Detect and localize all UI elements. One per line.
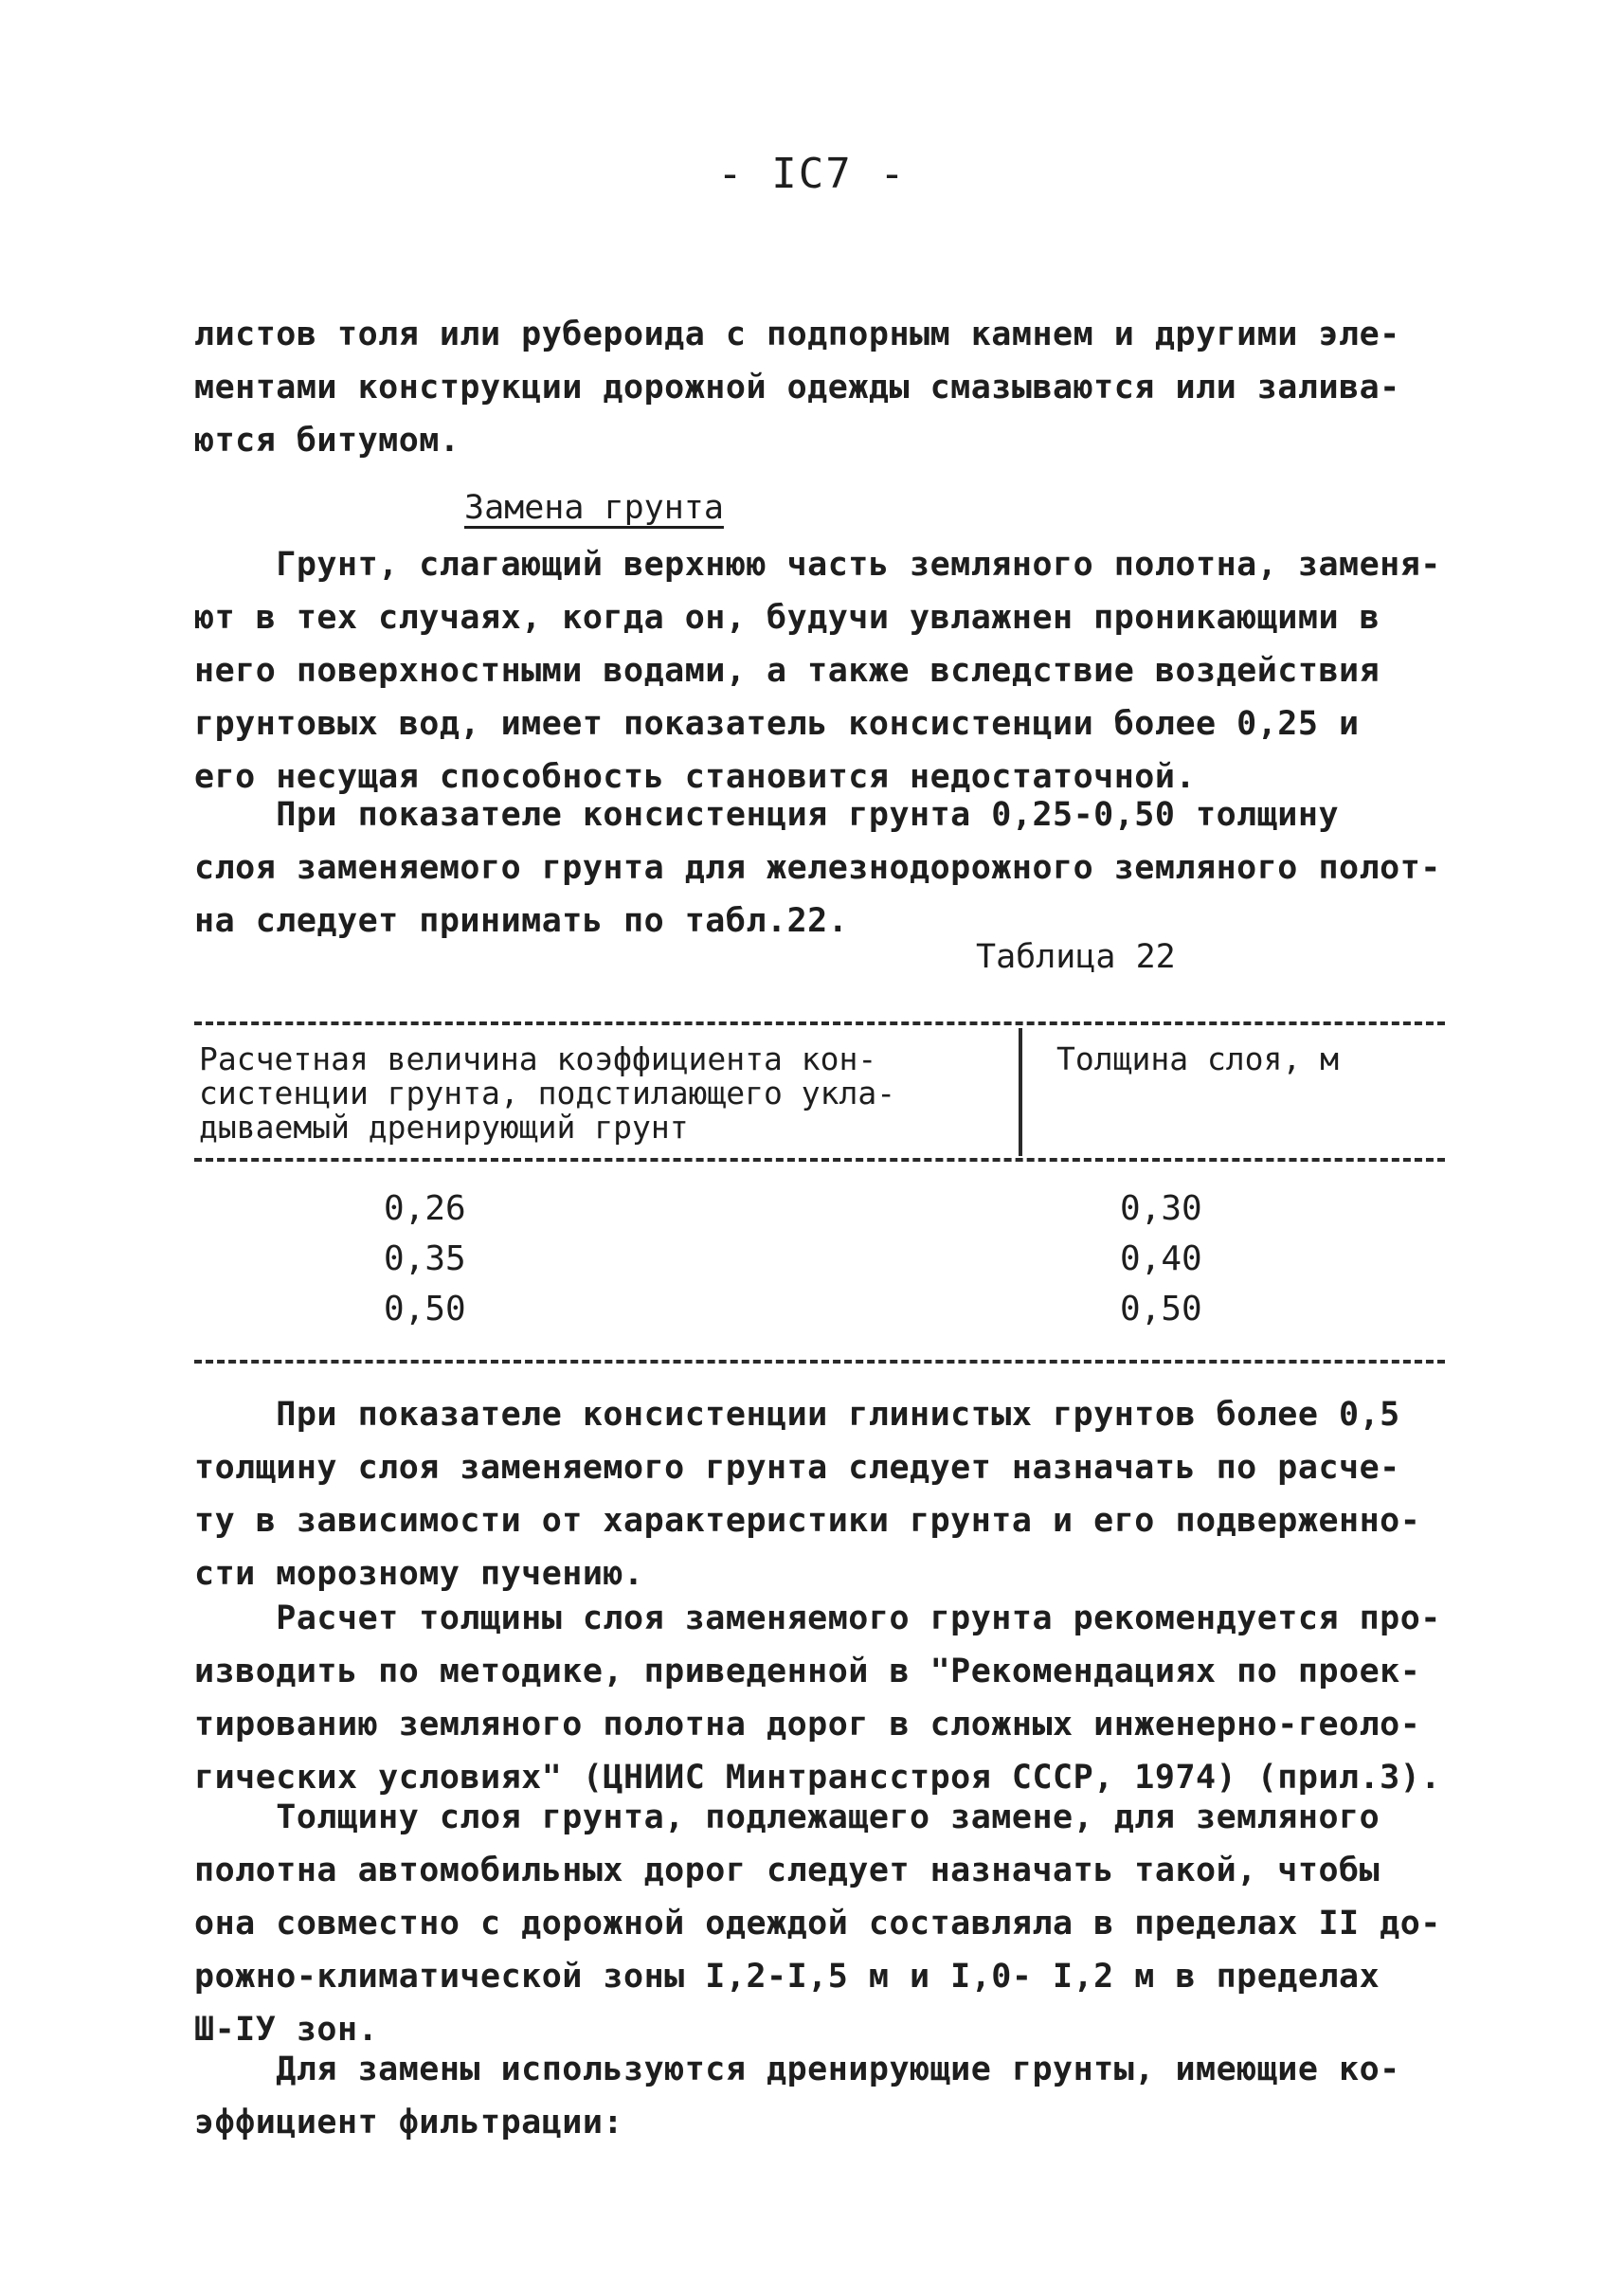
text-line: сти морозному пучению. <box>194 1555 644 1593</box>
text-line: Для замены используются дренирующие грунты, имеющие ко- <box>194 2051 1400 2088</box>
text-line: его несущая способность становится недостаточной. <box>194 758 1197 796</box>
text-line: эффициент фильтрации: <box>194 2104 624 2141</box>
text-line: листов толя или рубероида с подпорным камнем и другими эле- <box>194 316 1400 353</box>
text-line: изводить по методике, приведенной в "Рекомендациях по проек- <box>194 1653 1421 1690</box>
text-line: Расчет толщины слоя заменяемого грунта рекомендуется про- <box>194 1599 1441 1637</box>
text-line: толщину слоя заменяемого грунта следует назначать по расче- <box>194 1449 1400 1487</box>
text-line: грунтовых вод, имеет показатель консистенции более 0,25 и <box>194 705 1360 743</box>
table-cell-coefficient: 0,35 <box>384 1239 466 1278</box>
text-line: ту в зависимости от характеристики грунта и его подверженно- <box>194 1502 1421 1540</box>
table-cell-thickness: 0,50 <box>1120 1290 1202 1328</box>
table-cell-thickness: 0,40 <box>1120 1239 1202 1278</box>
text-line: ментами конструкции дорожной одежды смазываются или залива- <box>194 369 1400 407</box>
text-line: него поверхностными водами, а также вследствие воздействия <box>194 652 1380 690</box>
table-header-coefficient-line: Расчетная величина коэффициента кон- <box>199 1040 877 1077</box>
text-line: ются битумом. <box>194 422 460 460</box>
text-line: полотна автомобильных дорог следует назначать такой, чтобы <box>194 1852 1380 1889</box>
page-number: - IC7 - <box>717 150 907 198</box>
text-line: слоя заменяемого грунта для железнодорожного земляного полот- <box>194 849 1441 887</box>
text-line: При показателе консистенции глинистых грунтов более 0,5 <box>194 1396 1400 1434</box>
table-header-coefficient-line: дываемый дренирующий грунт <box>199 1109 689 1146</box>
table-header-coefficient-line: систенции грунта, подстилающего укла- <box>199 1075 896 1111</box>
table-bottom-rule <box>194 1360 1445 1364</box>
table-top-rule <box>194 1021 1445 1025</box>
table-cell-coefficient: 0,50 <box>384 1290 466 1328</box>
text-line: Ш-IУ зон. <box>194 2011 379 2049</box>
text-line: Толщину слоя грунта, подлежащего замене, для земляного <box>194 1798 1380 1836</box>
table-header-thickness: Толщина слоя, м <box>1056 1040 1340 1077</box>
table-column-divider <box>1019 1028 1022 1156</box>
text-line: она совместно с дорожной одеждой составляла в пределах II до- <box>194 1905 1441 1943</box>
text-line: При показателе консистенция грунта 0,25-0,50 толщину <box>194 796 1340 834</box>
text-line: гических условиях" (ЦНИИС Минтрансстроя СССР, 1974) (прил.3). <box>194 1759 1441 1797</box>
table-caption: Таблица 22 <box>976 938 1176 976</box>
text-line: рожно-климатической зоны I,2-I,5 м и I,0- I,2 м в пределах <box>194 1958 1380 1996</box>
text-line: ют в тех случаях, когда он, будучи увлажнен проникающими в <box>194 599 1380 637</box>
text-line: Грунт, слагающий верхнюю часть земляного полотна, заменя- <box>194 546 1441 584</box>
table-cell-coefficient: 0,26 <box>384 1189 466 1228</box>
section-heading: Замена грунта <box>464 489 724 527</box>
text-line: тированию земляного полотна дорог в сложных инженерно-геоло- <box>194 1706 1421 1744</box>
text-line: на следует принимать по табл.22. <box>194 902 849 940</box>
table-cell-thickness: 0,30 <box>1120 1189 1202 1228</box>
table-header-rule <box>194 1158 1445 1162</box>
